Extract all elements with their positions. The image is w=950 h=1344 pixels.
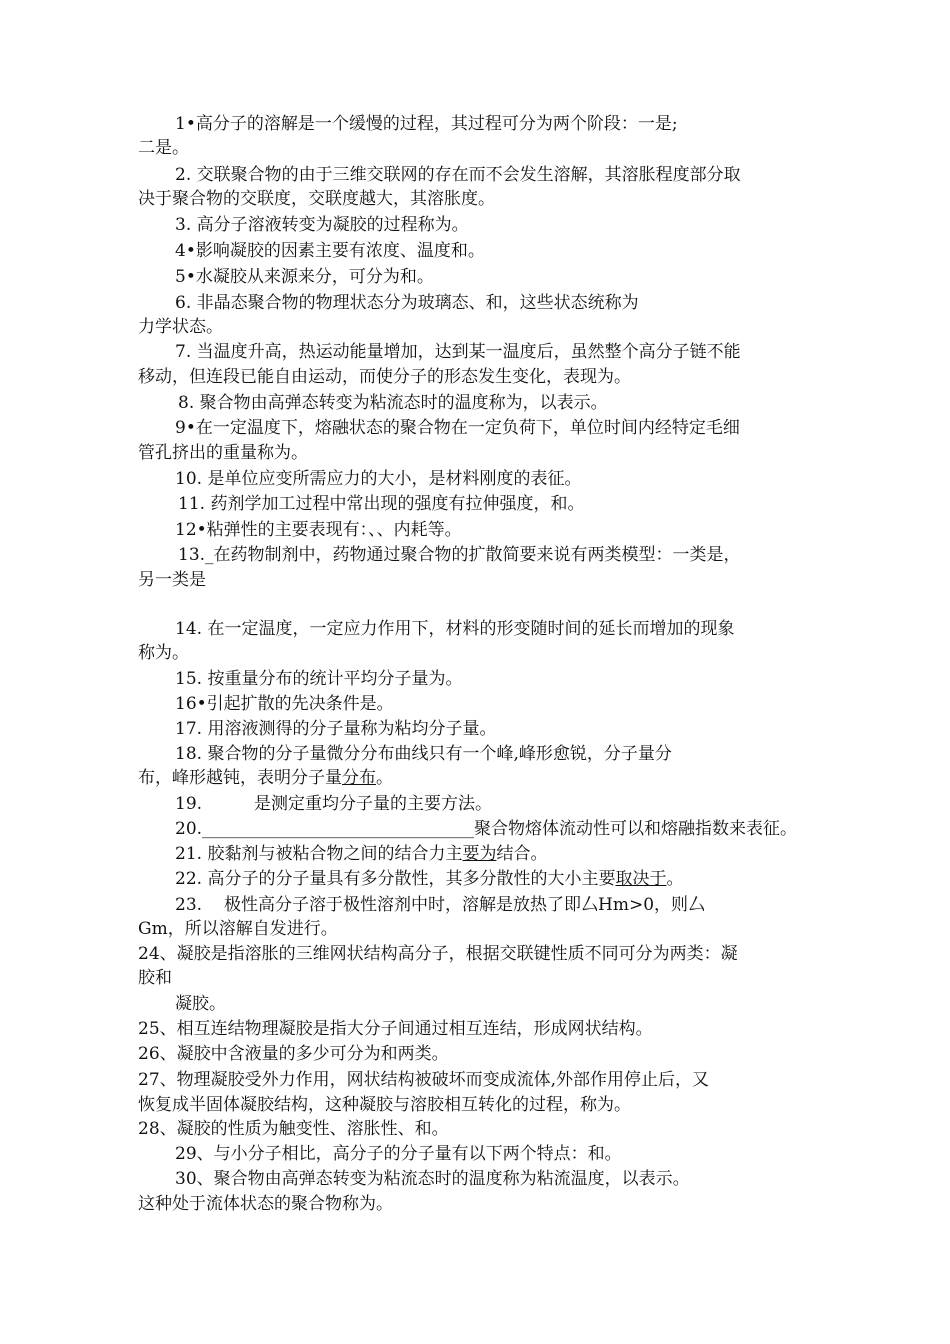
text-line: 25、相互连结物理凝胶是指大分子间通过相互连结，形成网状结构。 [138,1019,653,1039]
text-line: 30、聚合物由高弹态转变为粘流态时的温度称为粘流温度，以表示。 [175,1169,690,1189]
text-segment: 极性高分子溶于极性溶剂中时，溶解是放热了即厶Hm>0，则厶 [224,895,706,915]
text-line [138,766,393,791]
text-line: 2. 交联聚合物的由于三维交联网的存在而不会发生溶解，其溶胀程度部分取 [175,165,741,185]
text-line: 这种处于流体状态的聚合物称为。 [138,1194,393,1214]
text-line: 29、与小分子相比，高分子的分子量有以下两个特点：和。 [175,1144,622,1164]
text-line: 7. 当温度升高，热运动能量增加，达到某一温度后，虽然整个高分子链不能 [175,342,741,362]
text-line: 12•粘弹性的主要表现有：、、内耗等。 [175,520,462,540]
text-segment: 22. 高分子的分子量具有多分散性，其多分散性的大小主要 [175,869,616,889]
question-number: 23. [175,895,203,915]
text-line: 力学状态。 [138,317,223,337]
text-segment: 聚合物熔体流动性可以和熔融指数来表征。 [474,819,798,839]
text-line: 9•在一定温度下，熔融状态的聚合物在一定负荷下，单位时间内经特定毛细 [175,418,740,438]
underlined-text: 分布 [342,768,376,788]
text-line [175,817,797,842]
text-line [175,893,705,918]
text-line: 凝胶。 [175,994,226,1014]
text-line: 4•影响凝胶的因素主要有浓度、温度和。 [175,241,485,261]
text-segment: 布，峰形越钝，表明分子量 [138,768,342,788]
text-line: 13._在药物制剂中，药物通过聚合物的扩散简要来说有两类模型：一类是， [178,545,741,565]
question-number: 19. [175,794,203,814]
text-line: 26、凝胶中含液量的多少可分为和两类。 [138,1044,449,1064]
text-line [175,792,492,817]
text-line: 1•高分子的溶解是一个缓慢的过程，其过程可分为两个阶段：一是; [175,114,678,134]
text-line: 8. 聚合物由高弹态转变为粘流态时的温度称为，以表示。 [178,393,608,413]
text-line: 24、凝胶是指溶胀的三维网状结构高分子，根据交联键性质不同可分为两类：凝 [138,944,738,964]
text-segment: 是测定重均分子量的主要方法。 [254,794,493,814]
text-line: 5•水凝胶从来源来分，可分为和。 [175,267,434,287]
question-number: 20. [175,819,203,839]
text-line: 28、凝胶的性质为触变性、溶胀性、和。 [138,1119,449,1139]
text-line: 27、物理凝胶受外力作用，网状结构被破坏而变成流体,外部作用停止后，又 [138,1070,710,1090]
text-line: 管孔挤出的重量称为。 [138,443,308,463]
text-line: 3. 高分子溶液转变为凝胶的过程称为。 [175,215,469,235]
text-segment: 结合。 [496,844,548,864]
text-line: 18. 聚合物的分子量微分分布曲线只有一个峰,峰形愈锐，分子量分 [175,744,672,764]
text-segment: 21. 胶黏剂与被粘合物之间的结合力主 [175,844,463,864]
text-segment: 。 [666,869,684,889]
text-line: 15. 按重量分布的统计平均分子量为。 [175,669,463,689]
text-line: 恢复成半固体凝胶结构，这种凝胶与溶胶相互转化的过程，称为。 [138,1095,631,1115]
text-line: Gm，所以溶解自发进行。 [138,919,338,939]
underlined-text: 取决于 [615,869,667,889]
underlined-text: 要为 [462,844,497,864]
text-segment: 。 [376,768,393,788]
text-line: 14. 在一定温度，一定应力作用下，材料的形变随时间的延长而增加的现象 [175,619,735,639]
text-line: 另一类是 [138,570,206,590]
text-line: 6. 非晶态聚合物的物理状态分为玻璃态、和，这些状态统称为 [175,293,639,313]
text-line [175,842,547,867]
text-line: 称为。 [138,643,189,663]
text-line: 11. 药剂学加工过程中常出现的强度有拉伸强度，和。 [178,494,585,514]
text-line: 17. 用溶液测得的分子量称为粘均分子量。 [175,719,497,739]
text-line: 二是。 [138,138,189,158]
text-line: 16•引起扩散的先决条件是。 [175,694,394,714]
blank-line: ________________________________ [202,819,475,839]
text-line: 胶和 [138,968,172,988]
text-line: 决于聚合物的交联度，交联度越大，其溶胀度。 [138,189,495,209]
text-line [175,867,683,892]
text-line: 10. 是单位应变所需应力的大小，是材料刚度的表征。 [175,469,582,489]
text-line: 移动，但连段已能自由运动，而使分子的形态发生变化，表现为。 [138,367,631,387]
